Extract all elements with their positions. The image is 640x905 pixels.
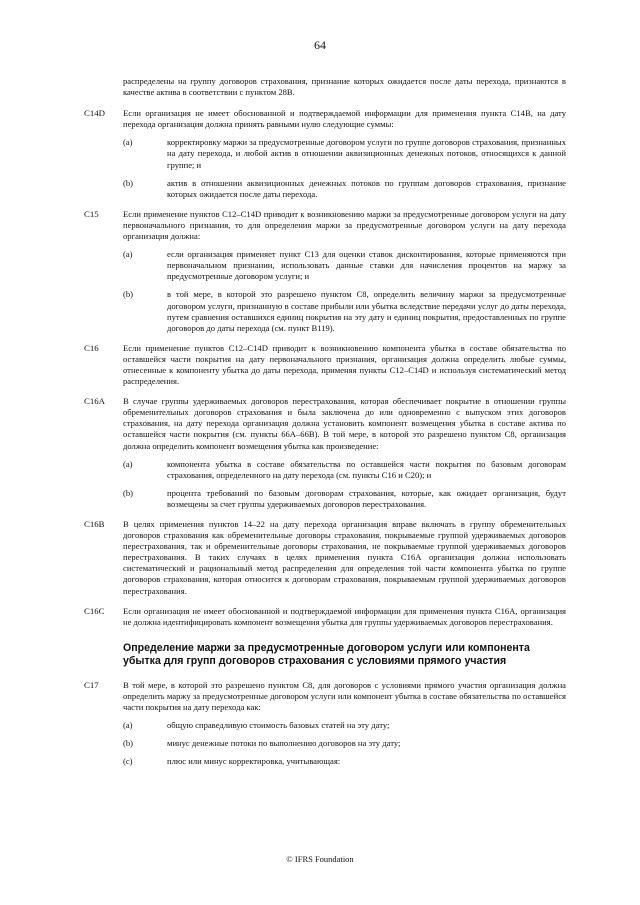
paragraph-number: C17 xyxy=(84,679,99,690)
paragraph-text: В той мере, в которой это разрешено пунктом C8, для договоров с условиями прямого участия организация должна определить маржу за предусмотренные договором услуги или компонент убытка в составе обязательства по оставшейся части покрытия на дату перехода как: xyxy=(123,679,566,713)
sub-item xyxy=(123,137,566,170)
sub-item-letter: (a) xyxy=(123,249,133,260)
sub-item xyxy=(123,738,566,749)
paragraph-c15 xyxy=(84,209,566,334)
paragraph-number: C16C xyxy=(84,605,105,616)
paragraph-number: C15 xyxy=(84,208,99,219)
section-heading: Определение маржи за предусмотренные договором услуги или компонента убытка для групп договоров страхования с условиями прямого участия xyxy=(123,641,530,667)
sub-item-letter: (a) xyxy=(123,720,133,731)
sub-item-letter: (b) xyxy=(123,487,134,498)
paragraph-c17 xyxy=(84,680,566,768)
paragraph-text: В целях применения пунктов 14–22 на дату перехода организация вправе включать в группу обременительных договоров страхования как обременительные договоры страхования, покрываемые группой удерживаемых договоров перестрахования, так и обременительные договоры страхования, не покрываемые группой удерживаемых договоров перестрахования. В таких случаях в целях применения пункта C16A организация должна использовать систематический и рациональный метод распределения для определения той части компонента убытка по группе договоров страхования, которая относится к договорам страхования, покрываемым группой удерживаемых договоров перестрахования. xyxy=(123,519,566,596)
sub-item xyxy=(123,459,566,481)
sub-item-text: в той мере, в которой это разрешено пунктом C8, определить величину маржи за предусмотренные договором услуги, признанную в составе прибыли или убытка вследствие передачи услуг до даты перехода, путем сравнения оставшихся единиц покрытия на эту дату и единиц покрытия, предоставленных по группе договоров до даты перехода (см. пункт B119). xyxy=(167,289,566,333)
sub-item-text: процента требований по базовым договорам страхования, которые, как ожидает организация, будут возмещены за счет группы удерживаемых договоров перестрахования. xyxy=(167,487,566,509)
sub-item xyxy=(123,756,566,767)
paragraph-c14d xyxy=(84,108,566,200)
paragraph-text: Если организация не имеет обоснованной и подтверждаемой информации для применения пункта C14B, на дату перехода организация должна принять равными нулю следующие суммы: xyxy=(123,108,566,130)
sub-item-text: минус денежные потоки по выполнению договоров на эту дату; xyxy=(167,738,401,749)
sub-item-text: если организация применяет пункт C13 для оценки ставок дисконтирования, которые применяются при первоначальном признании, использовать данные ставки для начисления процентов на маржу за предусмотренные договором услуги; и xyxy=(167,249,566,282)
sub-item-letter: (c) xyxy=(123,756,133,767)
sub-item-letter: (b) xyxy=(123,289,134,300)
sub-item xyxy=(123,488,566,510)
paragraph-c16 xyxy=(84,343,566,387)
sub-item xyxy=(123,178,566,200)
paragraph-number: C16 xyxy=(84,342,99,353)
sub-item-text: общую справедливую стоимость базовых статей на эту дату; xyxy=(167,720,390,731)
sub-item-letter: (a) xyxy=(123,137,133,148)
sub-item-text: актив в отношении аквизиционных денежных потоков по группам договоров страхования, признание которых ожидается после даты перехода. xyxy=(167,177,566,199)
paragraph-number: C16B xyxy=(84,519,105,529)
paragraph-text: В случае группы удерживаемых договоров перестрахования, которая обеспечивает покрытие в отношении группы обременительных договоров страхования и была заключена до или одновременно с выпуском этих договоров страхования, на дату перехода организация должна установить компонент возмещения убытка в составе актива по оставшейся части покрытия (см. пункты 66A–66B). В той мере, в которой это разрешено пунктом C8, организация должна определить компонент возмещения убытка как произведение: xyxy=(123,396,566,451)
page-number: 64 xyxy=(314,38,326,52)
paragraph-text: Если применение пунктов C12–C14D приводит к возникновению маржи за предусмотренные договором услуги на дату первоначального признания, то для определения маржи за предусмотренные договором услуги на дату перехода организация должна: xyxy=(123,208,566,242)
paragraph-text: Если организация не имеет обоснованной и подтверждаемой информации для применения пункта C16A, организация не должна идентифицировать компонент возмещения убытка для группы удерживаемых договоров перестрахования. xyxy=(123,605,566,627)
paragraph-number: C16A xyxy=(84,396,106,407)
paragraph-text: Если применение пунктов C12–C14D приводит к возникновению компонента убытка в составе обязательства по оставшейся части покрытия на дату первоначального признания, организация должна определить любые суммы, отнесенные к компоненту убытка до даты перехода, применяя пункты C12–C14D и используя систематический метод распределения. xyxy=(123,342,566,387)
sub-item xyxy=(123,249,566,282)
paragraph-c16c xyxy=(84,606,566,628)
copyright-footer: © IFRS Foundation xyxy=(286,854,354,864)
paragraph-c16a xyxy=(84,396,566,510)
paragraph-c16b xyxy=(84,519,566,597)
intro-continuation: распределены на группу договоров страхования, признание которых ожидается после даты перехода, признаются в качестве актива в соответствии с пунктом 28B. xyxy=(123,76,566,98)
page-content xyxy=(84,76,566,776)
sub-item xyxy=(123,720,566,731)
sub-item xyxy=(123,289,566,333)
sub-item-letter: (a) xyxy=(123,458,133,469)
paragraph-number: C14D xyxy=(84,108,106,119)
paragraph-list-after-heading xyxy=(84,680,566,768)
paragraph-list xyxy=(84,108,566,628)
sub-item-text: компонента убытка в составе обязательства по оставшейся части покрытия по базовым договорам страхования, определенного на дату перехода (см. пункты C16 и C20); и xyxy=(167,458,566,480)
sub-item-text: корректировку маржи за предусмотренные договором услуги по группе договоров страхования, признанных на дату перехода, и любой актив в отношении аквизиционных денежных потоков, относящихся к данной группе; и xyxy=(167,137,566,170)
sub-item-letter: (b) xyxy=(123,177,134,188)
sub-item-text: плюс или минус корректировка, учитывающая: xyxy=(167,756,341,767)
sub-item-letter: (b) xyxy=(123,738,134,749)
